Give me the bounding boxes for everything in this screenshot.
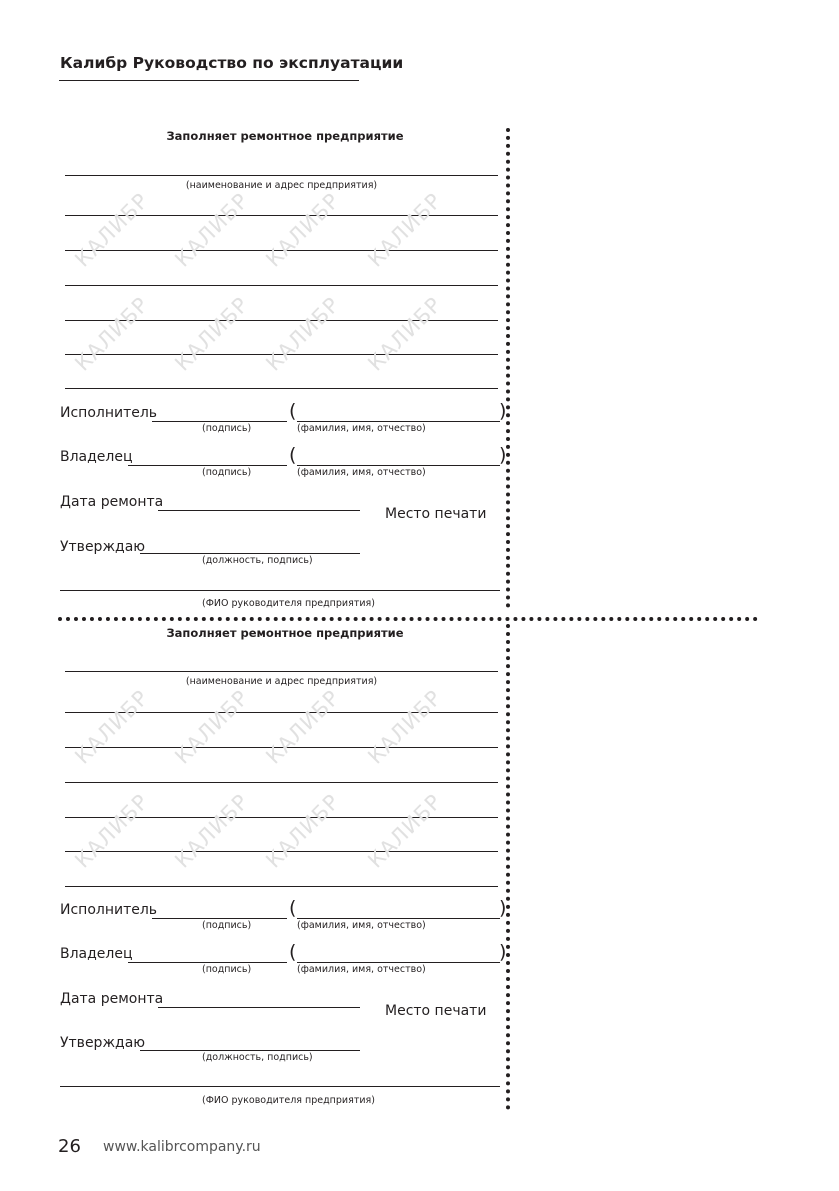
cut-line-horizontal: [58, 617, 758, 621]
form-title: Заполняет ремонтное предприятие: [166, 129, 404, 143]
open-paren: (: [289, 444, 297, 466]
owner-label: Владелец: [60, 946, 133, 962]
watermark: КАЛИБР: [170, 292, 254, 376]
watermark: КАЛИБР: [261, 188, 345, 272]
executor-signature-line[interactable]: [152, 918, 287, 919]
page-header-title: Калибр Руководство по эксплуатации: [60, 54, 404, 72]
owner-signature-caption: (подпись): [202, 964, 252, 975]
stamp-place-label: Место печати: [385, 506, 487, 522]
watermark: КАЛИБР: [261, 789, 345, 873]
executor-name-caption: (фамилия, имя, отчество): [297, 920, 426, 931]
blank-line[interactable]: [65, 782, 498, 783]
watermark: КАЛИБР: [261, 685, 345, 769]
owner-signature-line[interactable]: [128, 962, 287, 963]
head-name-line[interactable]: [60, 1086, 500, 1087]
watermark: КАЛИБР: [70, 292, 154, 376]
form-title: Заполняет ремонтное предприятие: [166, 626, 404, 640]
approve-caption: (должность, подпись): [202, 1052, 313, 1063]
cut-line-vertical-bottom: [506, 624, 510, 1110]
company-name-line[interactable]: [65, 671, 498, 672]
close-paren: ): [499, 400, 507, 422]
approve-label: Утверждаю: [60, 539, 146, 555]
owner-name-line[interactable]: [297, 962, 500, 963]
owner-name-caption: (фамилия, имя, отчество): [297, 467, 426, 478]
executor-label: Исполнитель: [60, 405, 158, 421]
watermark: КАЛИБР: [170, 789, 254, 873]
owner-signature-caption: (подпись): [202, 467, 252, 478]
watermark: КАЛИБР: [170, 685, 254, 769]
open-paren: (: [289, 897, 297, 919]
watermark: КАЛИБР: [261, 292, 345, 376]
approve-label: Утверждаю: [60, 1035, 146, 1051]
repair-date-label: Дата ремонта: [60, 494, 164, 510]
watermark: КАЛИБР: [70, 789, 154, 873]
repair-date-line[interactable]: [158, 1007, 360, 1008]
stamp-place-label: Место печати: [385, 1003, 487, 1019]
head-name-caption: (ФИО руководителя предприятия): [202, 598, 375, 609]
watermark: КАЛИБР: [363, 685, 447, 769]
footer-website-link[interactable]: www.kalibrcompany.ru: [103, 1139, 261, 1155]
approve-signature-line[interactable]: [140, 553, 360, 554]
open-paren: (: [289, 941, 297, 963]
blank-line[interactable]: [65, 886, 498, 887]
head-name-line[interactable]: [60, 590, 500, 591]
executor-signature-caption: (подпись): [202, 920, 252, 931]
close-paren: ): [499, 941, 507, 963]
watermark: КАЛИБР: [70, 188, 154, 272]
repair-date-line[interactable]: [158, 510, 360, 511]
watermark: КАЛИБР: [70, 685, 154, 769]
head-name-caption: (ФИО руководителя предприятия): [202, 1095, 375, 1106]
open-paren: (: [289, 400, 297, 422]
watermark: КАЛИБР: [363, 789, 447, 873]
repair-date-label: Дата ремонта: [60, 991, 164, 1007]
executor-name-caption: (фамилия, имя, отчество): [297, 423, 426, 434]
company-name-caption: (наименование и адрес предприятия): [185, 676, 378, 687]
watermark: КАЛИБР: [363, 292, 447, 376]
watermark: КАЛИБР: [170, 188, 254, 272]
owner-label: Владелец: [60, 449, 133, 465]
executor-label: Исполнитель: [60, 902, 158, 918]
page-number: 26: [58, 1136, 81, 1157]
executor-signature-caption: (подпись): [202, 423, 252, 434]
approve-signature-line[interactable]: [140, 1050, 360, 1051]
watermark: КАЛИБР: [363, 188, 447, 272]
close-paren: ): [499, 897, 507, 919]
executor-name-line[interactable]: [297, 918, 500, 919]
owner-name-caption: (фамилия, имя, отчество): [297, 964, 426, 975]
close-paren: ): [499, 444, 507, 466]
company-name-caption: (наименование и адрес предприятия): [185, 180, 378, 191]
approve-caption: (должность, подпись): [202, 555, 313, 566]
